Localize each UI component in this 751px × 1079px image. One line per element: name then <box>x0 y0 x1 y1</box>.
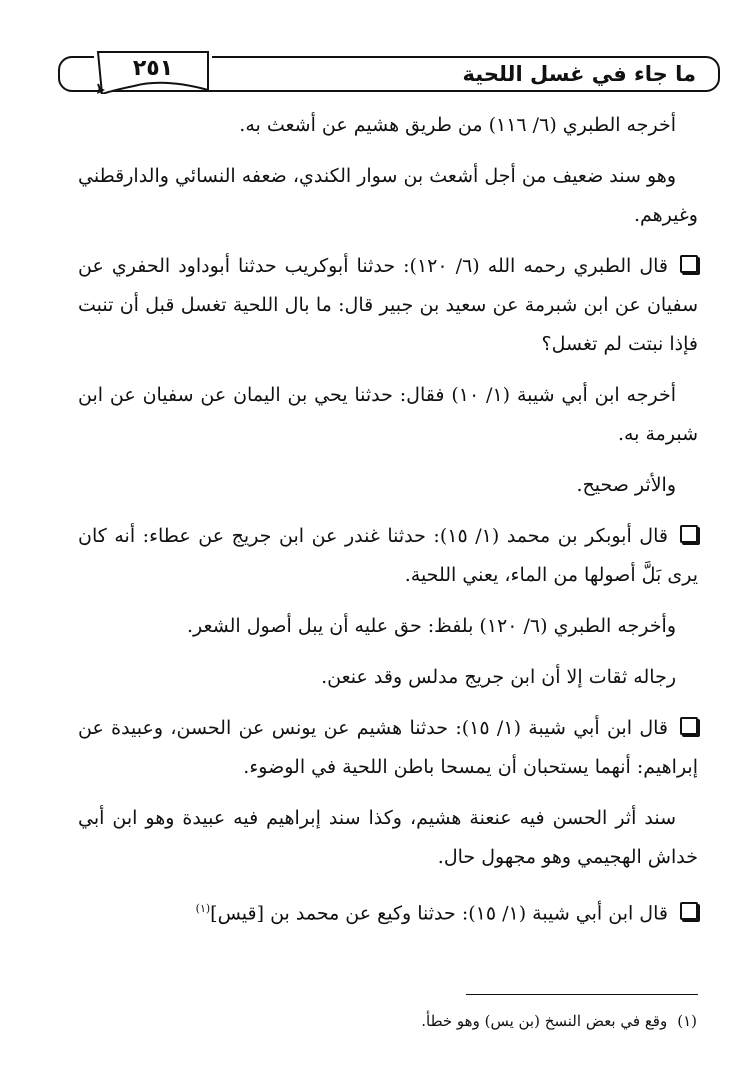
paragraph-text: قال ابن أبي شيبة (١/ ١٥): حدثنا هشيم عن يونس عن الحسن، وعبيدة عن إبراهيم: أنهما يستحبان أن يمسحا باطن اللحية في الوضوء. <box>78 717 698 778</box>
paragraph-text: والأثر صحيح. <box>576 474 676 496</box>
paragraph <box>78 799 698 877</box>
paragraph-text: قال الطبري رحمه الله (٦/ ١٢٠): حدثنا أبوكريب حدثنا أبوداود الحفري عن سفيان عن ابن شبرمة عن سعيد بن جبير قال: ما بال اللحية تغسل قبل أن تنبت فإذا نبتت لم تغسل؟ <box>78 255 698 355</box>
running-header <box>58 50 718 92</box>
footnote-reference[interactable]: (١) <box>195 902 211 915</box>
chapter-title: ما جاء في غسل اللحية <box>462 62 696 86</box>
paragraph <box>78 106 698 145</box>
paragraph <box>78 247 698 364</box>
paragraph <box>78 157 698 235</box>
checkbox-bullet-icon <box>680 902 698 920</box>
paragraph-text: سند أثر الحسن فيه عنعنة هشيم، وكذا سند إبراهيم فيه عبيدة وهو ابن أبي خداش الهجيمي وهو مجهول حال. <box>78 807 698 868</box>
page-number-tab <box>94 50 212 90</box>
paragraph <box>78 889 698 933</box>
paragraph <box>78 658 698 697</box>
paragraph <box>78 607 698 646</box>
footnote <box>421 1012 697 1030</box>
paragraph <box>78 376 698 454</box>
paragraph-text: أخرجه الطبري (٦/ ١١٦) من طريق هشيم عن أشعث به. <box>239 114 676 136</box>
paragraph-text: أخرجه ابن أبي شيبة (١/ ١٠) فقال: حدثنا يحي بن اليمان عن سفيان عن ابن شبرمة به. <box>78 384 698 445</box>
paragraph-text: وهو سند ضعيف من أجل أشعث بن سوار الكندي، ضعفه النسائي والدارقطني وغيرهم. <box>78 165 698 226</box>
body-text <box>78 106 698 933</box>
paragraph-text: قال أبوبكر بن محمد (١/ ١٥): حدثنا غندر عن ابن جريج عن عطاء: أنه كان يرى بَلَّ أصولها من الماء، يعني اللحية. <box>78 525 698 586</box>
checkbox-bullet-icon <box>680 255 698 273</box>
checkbox-bullet-icon <box>680 717 698 735</box>
footnote-rule <box>466 994 698 995</box>
paragraph <box>78 709 698 787</box>
paragraph-text: قال ابن أبي شيبة (١/ ١٥): حدثنا وكيع عن محمد بن [قيس] <box>210 902 668 925</box>
paragraph <box>78 466 698 505</box>
footnote-text: وقع في بعض النسخ (بن يس) وهو خطأ. <box>421 1012 668 1030</box>
checkbox-bullet-icon <box>680 525 698 543</box>
paragraph-text: وأخرجه الطبري (٦/ ١٢٠) بلفظ: حق عليه أن يبل أصول الشعر. <box>187 615 676 637</box>
footnote-number: (١) <box>677 1012 697 1030</box>
paragraph <box>78 517 698 595</box>
page-number: ٢٥١ <box>132 56 174 81</box>
paragraph-text: رجاله ثقات إلا أن ابن جريج مدلس وقد عنعن. <box>321 666 676 688</box>
